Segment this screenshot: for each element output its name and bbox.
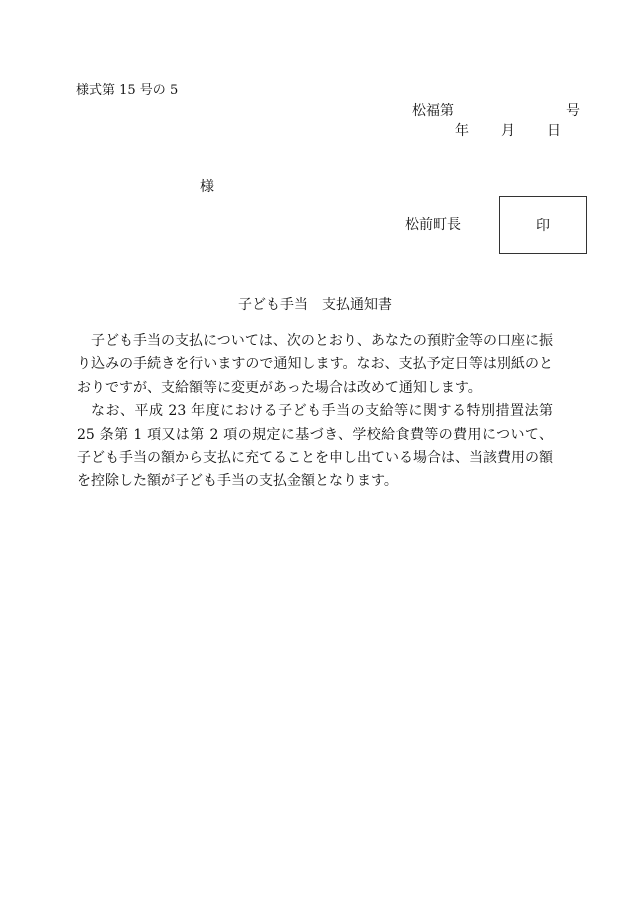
date-month-label: 月 bbox=[501, 123, 515, 139]
seal-label: 印 bbox=[536, 218, 550, 234]
document-title bbox=[238, 298, 392, 312]
reference-suffix: 号 bbox=[566, 103, 580, 119]
seal-box bbox=[499, 196, 587, 254]
reference-number-line bbox=[412, 104, 580, 118]
body-paragraph-1: 子ども手当の支払については、次のとおり、あなたの預貯金等の口座に振り込みの手続きを行いますので通知します。なお、支払予定日等は別紙のとおりですが、支給額等に変更があった場合は改めて通知します。 bbox=[77, 333, 553, 396]
body-paragraph-2: なお、平成 23 年度における子ども手当の支給等に関する特別措置法第 25 条第 1 項又は第 2 項の規定に基づき、学校給食費等の費用について、子ども手当の額から支払に充てることを申し出ている場合は、当該費用の額を控除した額が子ども手当の支払金額となります。 bbox=[77, 403, 553, 490]
date-day-label: 日 bbox=[547, 123, 561, 139]
title-part-2: 支払通知書 bbox=[322, 297, 392, 313]
addressee-honorific: 様 bbox=[200, 179, 214, 195]
form-number: 様式第 15 号の 5 bbox=[76, 83, 179, 98]
document-body bbox=[77, 330, 553, 494]
date-line bbox=[455, 124, 561, 138]
reference-prefix: 松福第 bbox=[412, 103, 454, 119]
title-part-1: 子ども手当 bbox=[238, 297, 308, 313]
issuer-name: 松前町長 bbox=[405, 217, 461, 233]
date-year-label: 年 bbox=[455, 123, 469, 139]
